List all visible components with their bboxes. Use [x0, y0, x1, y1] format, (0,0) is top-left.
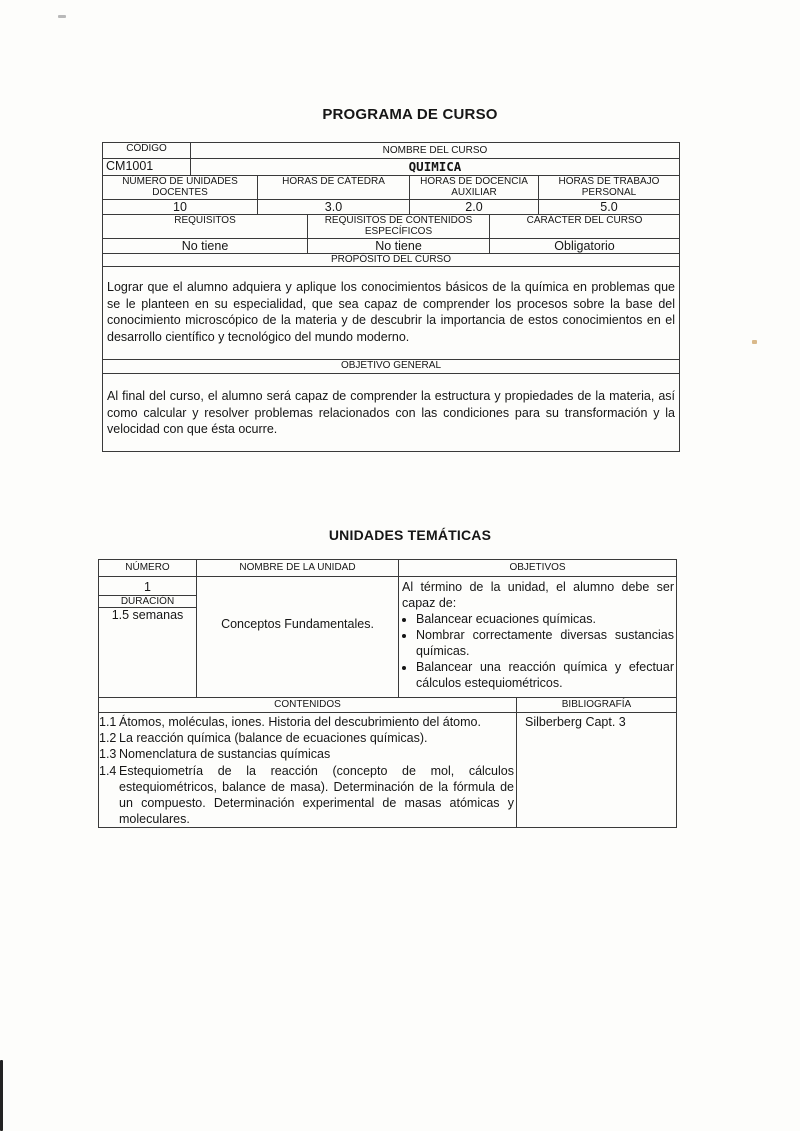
contents-text: Átomos, moléculas, iones. Historia del descubrimiento del átomo.: [119, 715, 481, 729]
contents-item: [99, 763, 514, 828]
contents-number: 1.1: [99, 715, 117, 729]
number-label: NÚMERO: [99, 560, 197, 577]
contents-label: CONTENIDOS: [99, 698, 517, 713]
objectives-intro: Al término de la unidad, el alumno debe ser capaz de:: [402, 580, 674, 610]
requirements-value: No tiene: [103, 239, 308, 254]
contents-text: Nomenclatura de sustancias químicas: [119, 747, 331, 762]
units-label: NÚMERO DE UNIDADES DOCENTES: [103, 176, 258, 200]
scan-speck: [752, 340, 757, 344]
program-title: PROGRAMA DE CURSO: [322, 106, 498, 123]
hours-lecture-value: 3.0: [258, 200, 410, 215]
contents-item: [99, 714, 514, 730]
course-code: CM1001: [103, 159, 191, 176]
objective-item: • Nombrar correctamente diversas sustancias químicas.: [416, 627, 674, 659]
code-label: CÓDIGO: [103, 143, 191, 159]
duration-label: DURACIÓN: [99, 595, 196, 608]
objective-label: OBJETIVO GENERAL: [103, 360, 680, 374]
character-value: Obligatorio: [490, 239, 680, 254]
units-value: 10: [103, 200, 258, 215]
bibliography-text: Silberberg Capt. 3: [525, 715, 626, 729]
contents-number: 1.4: [99, 763, 117, 778]
duration-value: 1.5 semanas: [111, 608, 184, 622]
contents-text: Estequiometría de la reacción (concepto de mol, cálculos estequiométricos, balance de masa). Determinación de la fórmula de un compuesto. Determinación experimental de masas atómicas y moleculares.: [119, 763, 514, 827]
purpose-label: PROPÓSITO DEL CURSO: [103, 254, 680, 267]
objectives-list: [402, 611, 674, 691]
contents-item: [99, 730, 514, 746]
contents-number: 1.2: [99, 731, 117, 746]
character-label: CARÁCTER DEL CURSO: [490, 215, 680, 239]
hours-aux-label: HORAS DE DOCENCIA AUXILIAR: [410, 176, 539, 200]
hours-personal-value: 5.0: [539, 200, 680, 215]
contents-item: [99, 746, 514, 762]
content-requirements-label: REQUISITOS DE CONTENIDOS ESPECÍFICOS: [308, 215, 490, 239]
contents-cell: [99, 713, 517, 828]
bibliography-label: BIBLIOGRAFÍA: [517, 698, 677, 713]
units-title: UNIDADES TEMÁTICAS: [328, 527, 492, 543]
contents-number: 1.3: [99, 747, 117, 762]
course-name-label: NOMBRE DEL CURSO: [191, 143, 680, 159]
bibliography-cell: [517, 713, 677, 828]
hours-aux-value: 2.0: [410, 200, 539, 215]
content-requirements-value: No tiene: [308, 239, 490, 254]
contents-text: La reacción química (balance de ecuaciones químicas).: [119, 731, 428, 746]
objective-item: • Balancear ecuaciones químicas.: [416, 611, 674, 627]
objective-text: Al final del curso, el alumno será capaz de comprender la estructura y propiedades de la materia, así como calcular y resolver problemas relacionados con las condiciones para su transformación y la velocidad con que ésta ocurre.: [103, 374, 680, 452]
requirements-label: REQUISITOS: [103, 215, 308, 239]
unit-number: 1: [144, 580, 151, 594]
unit-name-label: NOMBRE DE LA UNIDAD: [197, 560, 399, 577]
scan-speck: [58, 15, 66, 18]
unit-name: Conceptos Fundamentales.: [197, 577, 399, 698]
objective-item: • Balancear una reacción química y efectuar cálculos estequiométricos.: [416, 659, 674, 691]
units-table: [98, 559, 677, 828]
objectives-label: OBJETIVOS: [399, 560, 677, 577]
number-cell: [99, 577, 197, 698]
course-name: QUIMICA: [191, 159, 680, 176]
hours-personal-label: HORAS DE TRABAJO PERSONAL: [539, 176, 680, 200]
hours-lecture-label: HORAS DE CÁTEDRA: [258, 176, 410, 200]
objectives-cell: [399, 577, 677, 698]
course-info-table: [102, 142, 680, 452]
scan-edge: [0, 1060, 3, 1131]
purpose-text: Lograr que el alumno adquiera y aplique los conocimientos básicos de la química en problemas que se le planteen en su especialidad, que sea capaz de comprender los procesos sobre la base del conocimiento microscópico de la materia y de descubrir la importancia de estos conocimientos en el desarrollo científico y tecnológico del mundo moderno.: [103, 267, 680, 360]
